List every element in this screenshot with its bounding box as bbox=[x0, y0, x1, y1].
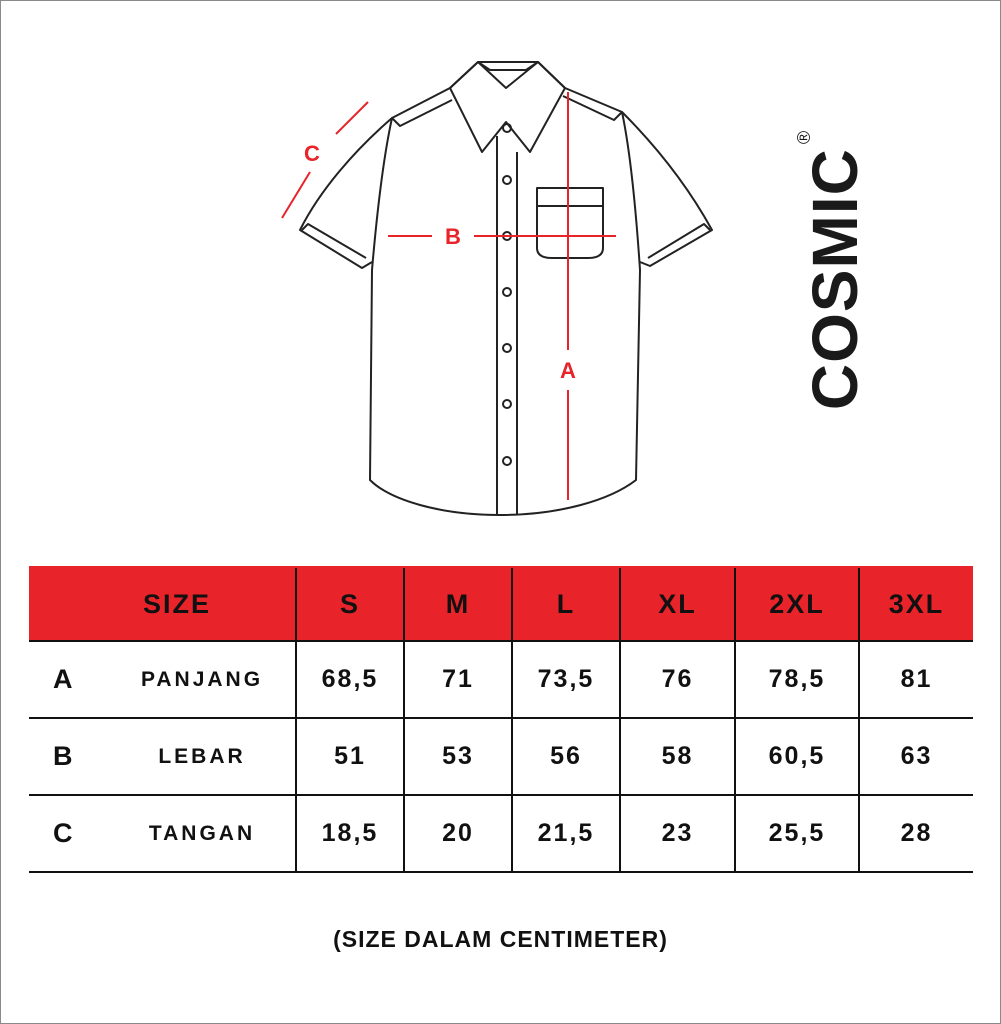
size-header-xl: XL bbox=[620, 567, 735, 641]
row-label-cell bbox=[29, 718, 296, 795]
footer-note: (SIZE DALAM CENTIMETER) bbox=[333, 926, 668, 952]
row-label-cell bbox=[29, 795, 296, 872]
row-code: A bbox=[53, 664, 75, 694]
table-cell: 20 bbox=[404, 795, 512, 872]
size-header-3xl: 3XL bbox=[859, 567, 973, 641]
shirt-outline bbox=[300, 62, 712, 515]
size-header-m: M bbox=[404, 567, 512, 641]
table-cell: 81 bbox=[859, 641, 973, 718]
marker-b: B bbox=[445, 224, 461, 249]
brand-logo bbox=[794, 129, 872, 411]
row-label-cell bbox=[29, 641, 296, 718]
marker-c: C bbox=[304, 141, 320, 166]
measure-lines bbox=[282, 92, 616, 500]
table-row bbox=[29, 641, 973, 718]
table-cell: 58 bbox=[620, 718, 735, 795]
table-cell: 78,5 bbox=[735, 641, 859, 718]
table-cell: 71 bbox=[404, 641, 512, 718]
measure-line-c-bottom bbox=[282, 172, 310, 218]
table-cell: 25,5 bbox=[735, 795, 859, 872]
table-cell: 56 bbox=[512, 718, 620, 795]
size-table bbox=[29, 566, 973, 873]
table-row bbox=[29, 718, 973, 795]
table-cell: 21,5 bbox=[512, 795, 620, 872]
row-label: TANGAN bbox=[148, 821, 256, 845]
marker-a: A bbox=[560, 358, 576, 383]
table-cell: 73,5 bbox=[512, 641, 620, 718]
size-header-s: S bbox=[296, 567, 404, 641]
table-cell: 18,5 bbox=[296, 795, 404, 872]
size-header-l: L bbox=[512, 567, 620, 641]
table-cell: 23 bbox=[620, 795, 735, 872]
row-code: C bbox=[53, 818, 75, 848]
table-cell: 60,5 bbox=[735, 718, 859, 795]
brand-name: COSMIC bbox=[799, 148, 871, 411]
table-cell: 63 bbox=[859, 718, 973, 795]
size-header-label: SIZE bbox=[29, 567, 296, 641]
measure-line-c-top bbox=[336, 102, 368, 134]
row-code: B bbox=[53, 741, 75, 771]
row-label: LEBAR bbox=[158, 744, 246, 768]
table-cell: 68,5 bbox=[296, 641, 404, 718]
table-cell: 76 bbox=[620, 641, 735, 718]
size-header-row bbox=[29, 567, 973, 641]
table-cell: 28 bbox=[859, 795, 973, 872]
registered-mark: ® bbox=[794, 129, 814, 145]
size-header-2xl: 2XL bbox=[735, 567, 859, 641]
table-row bbox=[29, 795, 973, 872]
table-cell: 53 bbox=[404, 718, 512, 795]
row-label: PANJANG bbox=[140, 667, 264, 691]
table-cell: 51 bbox=[296, 718, 404, 795]
